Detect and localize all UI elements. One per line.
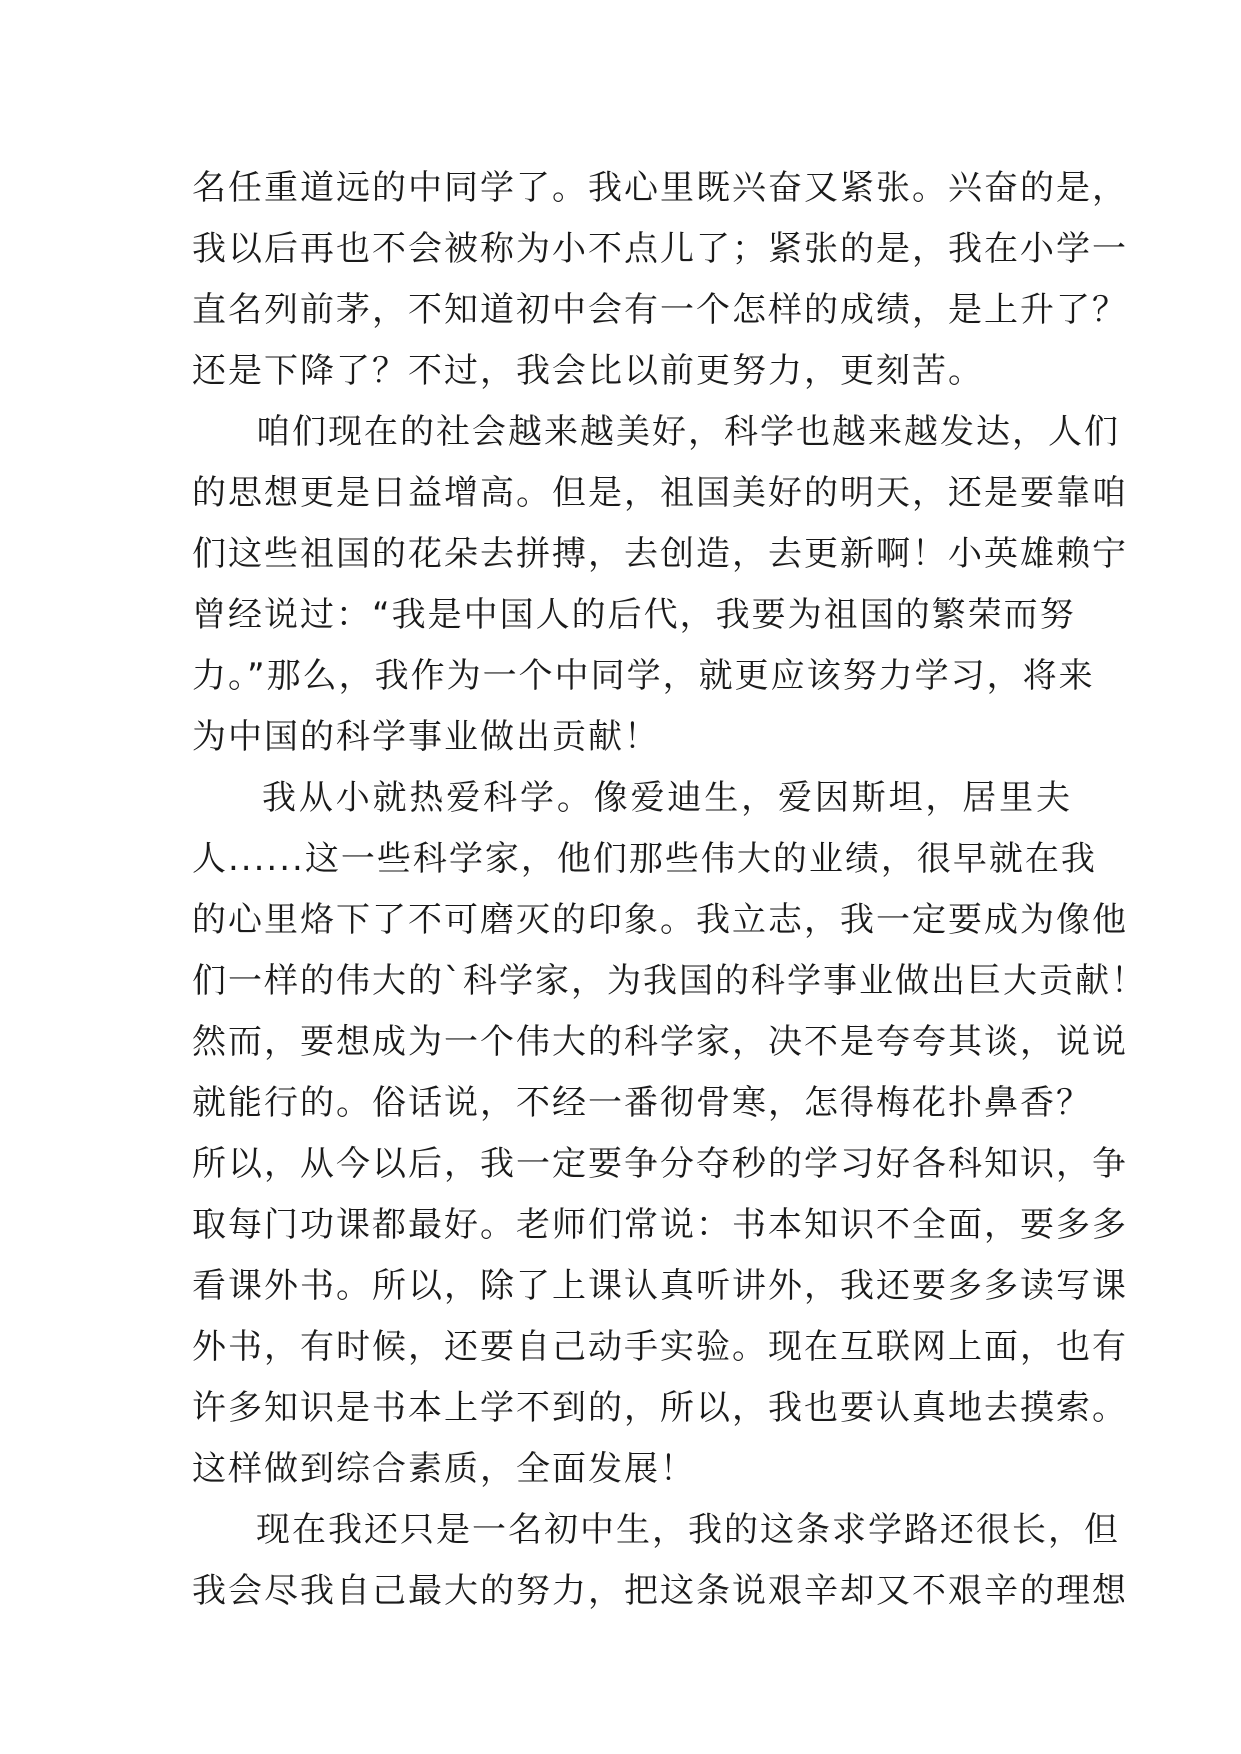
text-line: 直名列前茅，不知道初中会有一个怎样的成绩，是上升了？ [192,290,1128,330]
text-line: 所以，从今以后，我一定要争分夺秒的学习好各科知识，争 [192,1144,1128,1184]
text-line: 许多知识是书本上学不到的，所以，我也要认真地去摸索。 [192,1388,1128,1428]
text-line: 就能行的。俗话说，不经一番彻骨寒，怎得梅花扑鼻香？ [192,1083,1092,1123]
paragraph [192,402,1128,768]
text-line: 取每门功课都最好。老师们常说：书本知识不全面，要多多 [192,1205,1128,1245]
text-line: 我会尽我自己最大的努力，把这条说艰辛却又不艰辛的理想 [192,1571,1128,1611]
text-line: 我从小就热爱科学。像爱迪生，爱因斯坦，居里夫 [262,778,1072,818]
paragraph [192,1500,1128,1622]
text-line: 我以后再也不会被称为小不点儿了；紧张的是，我在小学一 [192,229,1128,269]
text-line: 外书，有时候，还要自己动手实验。现在互联网上面，也有 [192,1327,1128,1367]
text-line: 的思想更是日益增高。但是，祖国美好的明天，还是要靠咱 [192,473,1128,513]
paragraph [192,158,1128,402]
text-line: 然而，要想成为一个伟大的科学家，决不是夸夸其谈，说说 [192,1022,1128,1062]
text-line: 力。”那么，我作为一个中同学，就更应该努力学习，将来 [192,656,1095,696]
text-line: 人......这一些科学家，他们那些伟大的业绩，很早就在我 [192,839,1097,879]
text-line: 名任重道远的中同学了。我心里既兴奋又紧张。兴奋的是， [192,168,1128,208]
text-line: 们这些祖国的花朵去拼搏，去创造，去更新啊！小英雄赖宁 [192,534,1128,574]
text-line: 咱们现在的社会越来越美好，科学也越来越发达，人们 [256,412,1120,452]
text-line: 们一样的伟大的`科学家，为我国的科学事业做出巨大贡献！ [192,961,1147,1001]
document-body [192,158,1147,1622]
text-line: 还是下降了？不过，我会比以前更努力，更刻苦。 [192,351,984,391]
text-line: 为中国的科学事业做出贡献！ [192,717,660,757]
text-line: 的心里烙下了不可磨灭的印象。我立志，我一定要成为像他 [192,900,1128,940]
text-line: 现在我还只是一名初中生，我的这条求学路还很长，但 [256,1510,1120,1550]
text-line: 这样做到综合素质，全面发展！ [192,1449,696,1489]
paragraph [192,768,1147,1500]
text-line: 看课外书。所以，除了上课认真听讲外，我还要多多读写课 [192,1266,1128,1306]
text-line: 曾经说过：“我是中国人的后代，我要为祖国的繁荣而努 [192,595,1076,635]
